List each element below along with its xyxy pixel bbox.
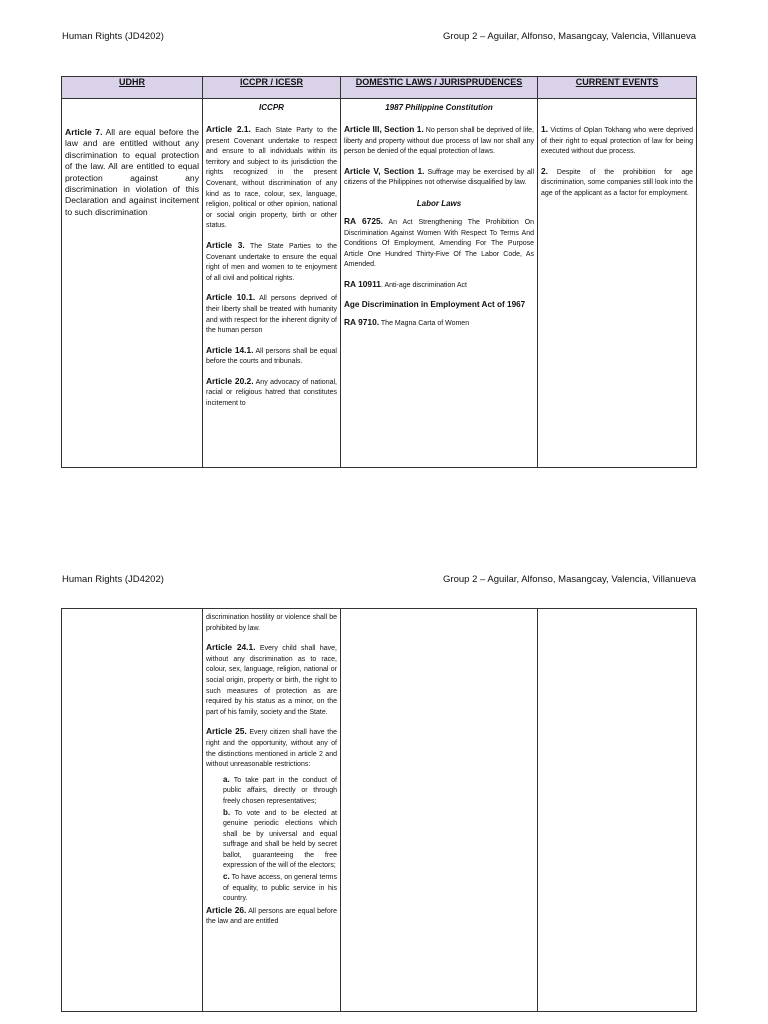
constitution-subhead: 1987 Philippine Constitution: [385, 103, 493, 112]
law-title: RA 6725.: [344, 215, 383, 226]
list-letter: a.: [223, 774, 230, 784]
list-text: To have access, on general terms of equality, to public service in his country.: [223, 874, 337, 903]
article-title: Article III, Section 1.: [344, 124, 424, 134]
event-number: 1.: [541, 124, 548, 134]
iccpr-cell-continued: [203, 609, 341, 1012]
current-event: [541, 166, 693, 200]
article-title: Article 26.: [206, 904, 247, 915]
article-title: Article 25.: [206, 726, 247, 737]
page2-header-right: Group 2 – Aguilar, Alfonso, Masangcay, Valencia, Villanueva: [443, 574, 696, 585]
article-title: Article 2.1.: [206, 124, 251, 134]
list-item: [223, 775, 337, 808]
domestic-cell-continued: [341, 609, 538, 1012]
udhr-cell-continued: [62, 609, 203, 1012]
law-text: . Anti-age discrimination Act: [380, 281, 467, 289]
iccpr-article: [206, 345, 337, 368]
events-cell-continued: [538, 609, 697, 1012]
article-text: Each State Party to the present Covenant undertake to respect and ensure to all individuals within its territory and subject to its jurisdiction the rights recognized in the present Covenant, without discrimination of any kind as to race, colour, sex, language, religion, political or other opinion, national or social origin property, birth or other status.: [206, 127, 337, 230]
column-header-iccpr: ICCPR / ICESR: [203, 77, 341, 99]
labor-laws-subhead: Labor Laws: [416, 198, 462, 208]
law-title: RA 9710.: [344, 316, 380, 327]
page1-table: [61, 76, 697, 468]
article-title: Article V, Section 1.: [344, 165, 425, 176]
page1-header-right: Group 2 – Aguilar, Alfonso, Masangcay, Valencia, Villanueva: [443, 31, 696, 42]
column-header-udhr: UDHR: [62, 77, 203, 99]
list-letter: b.: [223, 807, 231, 817]
article-text: The State Parties to the Covenant undertake to ensure the equal right of men and women to te enjoyment of all civil and political rights.: [206, 242, 337, 282]
labor-law: [344, 279, 534, 292]
udhr-cell: [62, 99, 203, 468]
iccpr-article: [206, 726, 337, 770]
law-title: RA 10911: [344, 278, 381, 289]
udhr-article-7: [65, 127, 199, 218]
udhr-article-title: Article 7.: [65, 127, 103, 137]
constitution-article: [344, 166, 534, 189]
iccpr-cell: [203, 99, 341, 468]
column-header-domestic: DOMESTIC LAWS / JURISPRUDENCES: [341, 77, 538, 99]
column-header-events: CURRENT EVENTS: [538, 77, 697, 99]
list-item: [223, 808, 337, 873]
article-text: All persons deprived of their liberty shall be treated with humanity and with respect for the inherent dignity of the human person: [206, 295, 337, 335]
law-text: An Act Strengthening The Prohibition On Discrimination Against Women With Respect To Terms And Conditions Of Employment, Amending For The Purpose Article One Hundred Thirty-Five Of The Labor Code, As Amended.: [344, 218, 535, 269]
article-title: Article 14.1.: [206, 344, 254, 355]
article-title: Article 10.1.: [206, 292, 256, 303]
age-discrimination-act: Age Discrimination in Employment Act of 1967: [344, 299, 526, 309]
domestic-cell: [341, 99, 538, 468]
article-text: Every child shall have, without any discrimination as to race, colour, sex, language, religion, national or social origin, property or birth, the right to such measures of protection as are required by his status as a minor, on the part of his family, society and the State.: [206, 645, 337, 716]
article-text: Every citizen shall have the right and the opportunity, without any of the distinctions mentioned in article 2 and without unreasonable restrictions:: [206, 729, 337, 769]
iccpr-article: [206, 124, 337, 232]
article-text: No person shall be deprived of life, liberty and property without due process of law nor shall any person be denied of the equal protection of laws.: [344, 127, 534, 156]
iccpr-continuation: discrimination hostility or violence shall be prohibited by law.: [206, 614, 337, 632]
list-letter: c.: [223, 872, 230, 882]
labor-law: [344, 216, 534, 271]
article-text: All persons are equal before the law and are entitled: [206, 907, 337, 926]
law-text: The Magna Carta of Women: [379, 319, 470, 327]
udhr-article-text: All are equal before the law and are entitled without any discrimination to equal protection of the law. All are entitled to equal protection against any discrimination in violation of this Declaration and against incitement to such discrimination: [65, 127, 199, 217]
events-cell: [538, 99, 697, 468]
page1-header-left: Human Rights (JD4202): [62, 31, 164, 42]
iccpr-subhead: ICCPR: [259, 103, 284, 112]
event-text: Despite of the prohibition for age discrimination, some companies still look into the age of the applicant as a factor for employment.: [541, 168, 693, 197]
constitution-article: [344, 124, 534, 158]
event-number: 2.: [541, 165, 548, 176]
article-title: Article 20.2.: [206, 375, 254, 386]
article-25-list: [223, 775, 337, 905]
list-item: [223, 872, 337, 905]
page2-header-left: Human Rights (JD4202): [62, 574, 164, 585]
iccpr-article: [206, 905, 337, 928]
article-text: Any advocacy of national, racial or religious hatred that constitutes incitement to: [206, 378, 337, 408]
iccpr-article: [206, 642, 337, 718]
article-title: Article 24.1.: [206, 642, 256, 653]
page2-table: [61, 608, 697, 1012]
article-text: Suffrage may be exercised by all citizens of the Philippines not otherwise disqualified by law.: [344, 168, 534, 187]
event-text: Victims of Oplan Tokhang who were deprived of their right to equal protection of law for being executed without due process.: [541, 127, 693, 156]
list-text: To take part in the conduct of public affairs, directly or through freely chosen representatives;: [223, 776, 337, 805]
iccpr-article: [206, 376, 337, 410]
labor-law: [344, 317, 534, 330]
iccpr-article: [206, 292, 337, 336]
iccpr-article: [206, 240, 337, 284]
article-text: All persons shall be equal before the courts and tribunals.: [206, 347, 337, 366]
list-text: To vote and to be elected at genuine periodic elections which shall be by universal and equal suffrage and shall be held by secret ballot, guaranteeing the free expression of the will of the electors;: [223, 809, 337, 870]
article-title: Article 3.: [206, 239, 245, 250]
current-event: [541, 124, 693, 158]
